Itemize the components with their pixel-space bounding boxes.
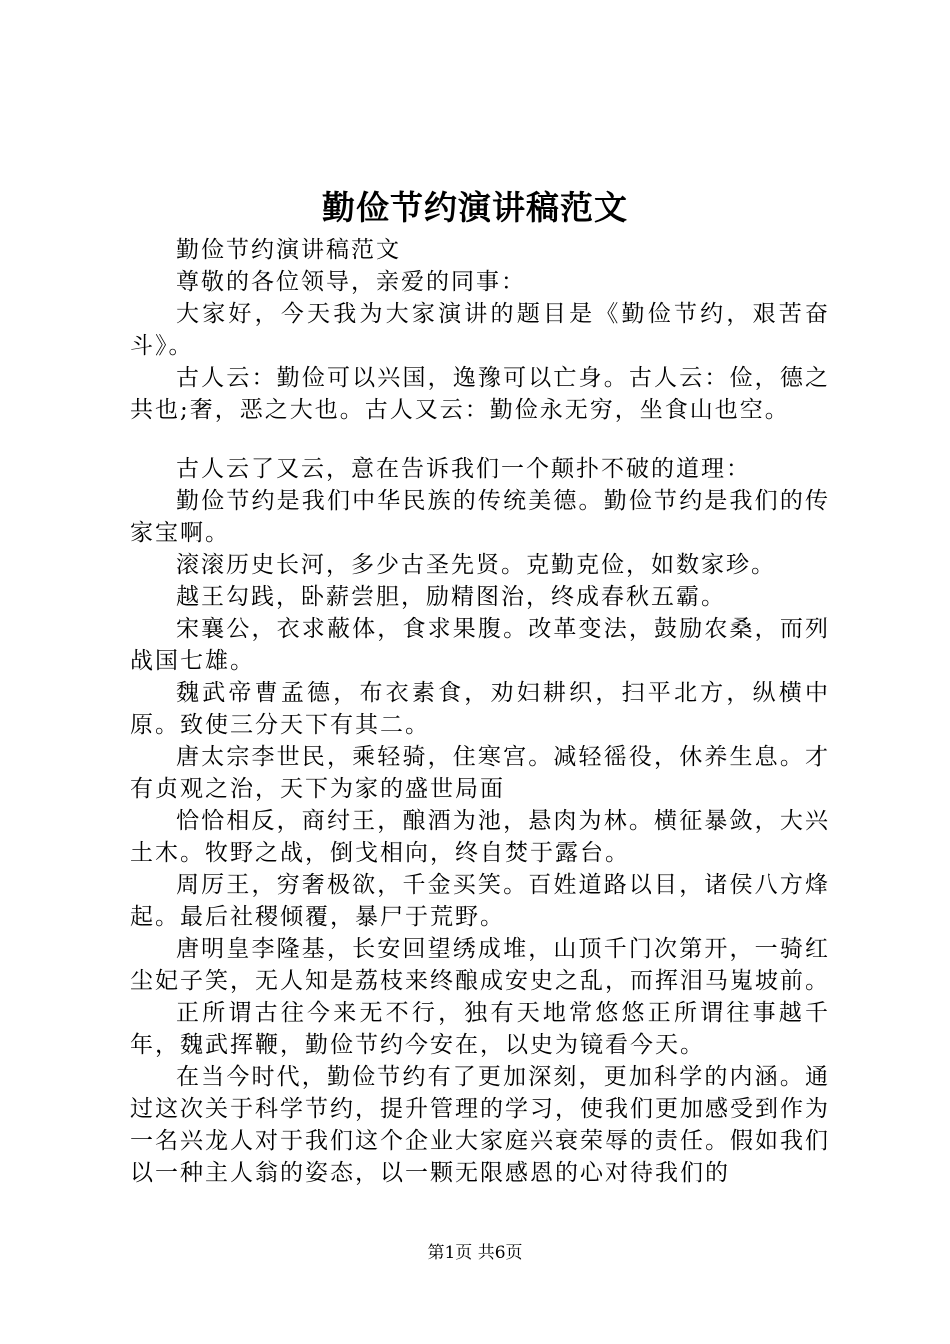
paragraph: 周厉王，穷奢极欲，千金买笑。百姓道路以目，诸侯八方烽起。最后社稷倾覆，暴尸于荒野。 <box>130 872 830 930</box>
paragraph: 宋襄公，衣求蔽体，食求果腹。改革变法，鼓励农桑，而列战国七雄。 <box>130 616 830 674</box>
paragraph: 越王勾践，卧薪尝胆，励精图治，终成春秋五霸。 <box>176 584 726 610</box>
document-title: 勤俭节约演讲稿范文 <box>322 188 628 227</box>
paragraph: 魏武帝曹孟德，布衣素食，劝妇耕织，扫平北方，纵横中原。致使三分天下有其二。 <box>130 680 830 738</box>
paragraph-gap <box>130 426 830 453</box>
paragraph: 在当今时代，勤俭节约有了更加深刻，更加科学的内涵。通过这次关于科学节约，提升管理的学习，使我们更加感受到作为一名兴龙人对于我们这个企业大家庭兴衰荣辱的责任。假如我们以一种主人翁的姿态，以一颗无限感恩的心对待我们的 <box>130 1064 830 1186</box>
page-footer: 第1页 共6页 <box>427 1243 523 1263</box>
paragraph: 唐明皇李隆基，长安回望绣成堆，山顶千门次第开，一骑红尘妃子笑，无人知是荔枝来终酿成安史之乱，而挥泪马嵬坡前。 <box>130 936 830 994</box>
paragraph: 正所谓古往今来无不行，独有天地常悠悠正所谓往事越千年，魏武挥鞭，勤俭节约今安在，以史为镜看今天。 <box>130 1000 830 1058</box>
paragraph: 恰恰相反，商纣王，酿酒为池，悬肉为林。横征暴敛，大兴土木。牧野之战，倒戈相向，终自焚于露台。 <box>130 808 830 866</box>
paragraph: 勤俭节约是我们中华民族的传统美德。勤俭节约是我们的传家宝啊。 <box>130 488 830 546</box>
paragraph: 尊敬的各位领导，亲爱的同事： <box>176 269 526 295</box>
document-body <box>130 234 830 1189</box>
paragraph: 古人云了又云，意在告诉我们一个颠扑不破的道理： <box>176 456 751 482</box>
paragraph: 滚滚历史长河，多少古圣先贤。克勤克俭，如数家珍。 <box>176 552 776 578</box>
paragraph: 勤俭节约演讲稿范文 <box>176 237 401 263</box>
paragraph: 大家好，今天我为大家演讲的题目是《勤俭节约，艰苦奋斗》。 <box>130 301 830 359</box>
paragraph: 古人云：勤俭可以兴国，逸豫可以亡身。古人云：俭，德之共也;奢，恶之大也。古人又云：勤俭永无穷，坐食山也空。 <box>130 365 830 423</box>
paragraph: 唐太宗李世民，乘轻骑，住寒宫。减轻徭役，休养生息。才有贞观之治，天下为家的盛世局面 <box>130 744 830 802</box>
